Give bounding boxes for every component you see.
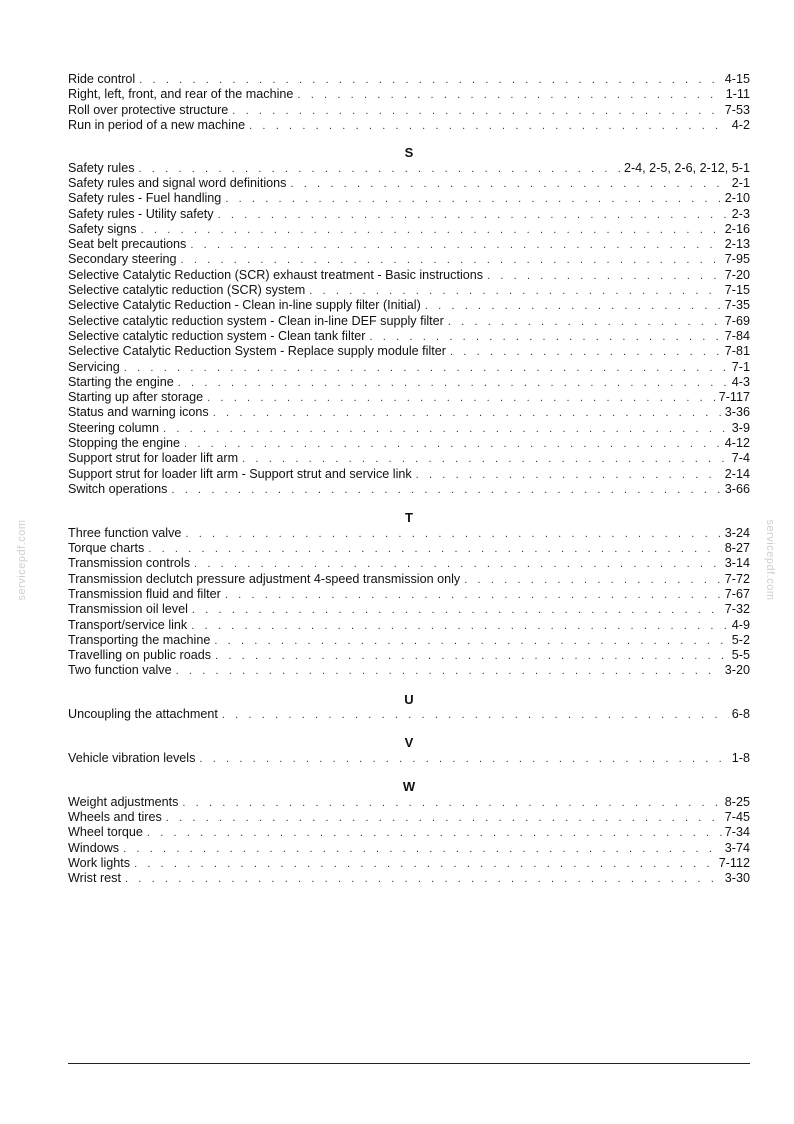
index-entry-label: Selective catalytic reduction system - Clean in-line DEF supply filter xyxy=(68,313,444,328)
index-entry-label: Stopping the engine xyxy=(68,436,181,451)
dot-leader xyxy=(191,619,729,634)
index-entry[interactable] xyxy=(68,390,750,405)
dot-leader xyxy=(369,330,721,345)
index-entry[interactable] xyxy=(68,526,750,541)
section-gap xyxy=(68,722,750,735)
section-letter-heading: W xyxy=(402,779,416,795)
index-entry[interactable] xyxy=(68,856,750,871)
index-entry-label: Two function valve xyxy=(68,663,172,678)
index-entry[interactable] xyxy=(68,72,750,87)
dot-leader xyxy=(124,361,729,376)
index-entry-page-ref: 7-45 xyxy=(724,810,750,825)
dot-leader xyxy=(181,253,722,268)
dot-leader xyxy=(182,796,721,811)
index-entry-label: Wheel torque xyxy=(68,825,143,840)
index-entry-label: Servicing xyxy=(68,359,120,374)
index-entry-label: Vehicle vibration levels xyxy=(68,750,196,765)
dot-leader xyxy=(425,299,722,314)
index-entry-label: Transmission oil level xyxy=(68,602,188,617)
index-entry-page-ref: 7-81 xyxy=(724,344,750,359)
dot-leader xyxy=(134,857,716,872)
index-entry-page-ref: 1-8 xyxy=(731,750,750,765)
index-entry-page-ref: 7-112 xyxy=(718,855,750,870)
dot-leader xyxy=(207,391,716,406)
index-entry-label: Support strut for loader lift arm xyxy=(68,451,239,466)
index-entry[interactable] xyxy=(68,176,750,191)
dot-leader xyxy=(139,162,621,177)
section-gap xyxy=(68,766,750,779)
index-entry-label: Secondary steering xyxy=(68,252,177,267)
dot-leader xyxy=(464,573,722,588)
index-entry-page-ref: 7-95 xyxy=(724,252,750,267)
dot-leader xyxy=(309,284,722,299)
index-entry-label: Selective catalytic reduction (SCR) system xyxy=(68,283,306,298)
dot-leader xyxy=(214,634,728,649)
dot-leader xyxy=(192,603,722,618)
section-gap xyxy=(68,679,750,692)
dot-leader xyxy=(199,752,728,767)
index-entry-page-ref: 5-5 xyxy=(731,648,750,663)
dot-leader xyxy=(125,872,722,887)
index-entry[interactable] xyxy=(68,87,750,102)
index-entry[interactable] xyxy=(68,707,750,722)
index-entry-page-ref: 4-9 xyxy=(731,617,750,632)
index-entry[interactable] xyxy=(68,329,750,344)
dot-leader xyxy=(213,406,722,421)
dot-leader xyxy=(416,468,722,483)
dot-leader xyxy=(232,104,721,119)
index-entry-page-ref: 7-53 xyxy=(724,102,750,117)
index-entry[interactable] xyxy=(68,314,750,329)
index-entry-page-ref: 7-69 xyxy=(724,313,750,328)
dot-leader xyxy=(218,208,729,223)
index-entry-label: Work lights xyxy=(68,855,131,870)
index-entry-page-ref: 4-12 xyxy=(724,436,750,451)
index-entry-page-ref: 3-20 xyxy=(724,663,750,678)
index-entry[interactable] xyxy=(68,825,750,840)
index-entry[interactable] xyxy=(68,405,750,420)
index-section-r-continued xyxy=(68,72,750,133)
index-entry-page-ref: 7-67 xyxy=(724,586,750,601)
index-entry-label: Roll over protective structure xyxy=(68,102,229,117)
index-entry[interactable] xyxy=(68,841,750,856)
index-entry-page-ref: 7-20 xyxy=(724,267,750,282)
index-entry-label: Selective catalytic reduction system - Clean tank filter xyxy=(68,328,366,343)
index-entry-label: Torque charts xyxy=(68,541,145,556)
index-entry[interactable] xyxy=(68,103,750,118)
index-entry-label: Starting up after storage xyxy=(68,390,204,405)
index-entry-page-ref: 3-14 xyxy=(724,556,750,571)
index-entry-page-ref: 7-35 xyxy=(724,298,750,313)
index-entry-page-ref: 4-2 xyxy=(731,117,750,132)
index-entry[interactable] xyxy=(68,482,750,497)
index-entry[interactable] xyxy=(68,602,750,617)
dot-leader xyxy=(148,542,721,557)
index-entry-label: Transmission fluid and filter xyxy=(68,586,221,601)
index-entry[interactable] xyxy=(68,541,750,556)
section-gap xyxy=(68,497,750,510)
index-entry-page-ref: 8-25 xyxy=(724,794,750,809)
index-entry-page-ref: 1-11 xyxy=(725,87,750,102)
dot-leader xyxy=(171,483,721,498)
index-entry[interactable] xyxy=(68,810,750,825)
index-entry[interactable] xyxy=(68,648,750,663)
index-entry-label: Run in period of a new machine xyxy=(68,117,246,132)
index-entry[interactable] xyxy=(68,298,750,313)
dot-leader xyxy=(185,527,721,542)
index-entry[interactable] xyxy=(68,375,750,390)
index-entry-label: Travelling on public roads xyxy=(68,648,212,663)
index-entry-label: Windows xyxy=(68,840,120,855)
index-entry-page-ref: 3-36 xyxy=(724,405,750,420)
index-entry[interactable] xyxy=(68,252,750,267)
dot-leader xyxy=(225,192,721,207)
index-entry-page-ref: 4-15 xyxy=(724,72,750,86)
index-entry-label: Selective Catalytic Reduction System - Replace supply module filter xyxy=(68,344,446,359)
index-page xyxy=(68,72,750,887)
index-entry[interactable] xyxy=(68,344,750,359)
index-entry[interactable] xyxy=(68,283,750,298)
index-entry-label: Safety signs xyxy=(68,221,137,236)
index-entry-label: Safety rules - Utility safety xyxy=(68,206,214,221)
index-entry[interactable] xyxy=(68,222,750,237)
index-entry-label: Seat belt precautions xyxy=(68,237,187,252)
index-entry-page-ref: 7-32 xyxy=(724,602,750,617)
section-letter-heading: S xyxy=(404,145,414,161)
index-entry[interactable] xyxy=(68,268,750,283)
index-section-w xyxy=(68,766,750,886)
index-entry-label: Transmission controls xyxy=(68,556,191,571)
index-entry-page-ref: 3-24 xyxy=(724,525,750,540)
index-entry-label: Ride control xyxy=(68,72,136,86)
index-entry-page-ref: 6-8 xyxy=(731,707,750,722)
index-section-v xyxy=(68,722,750,766)
index-entry-label: Transport/service link xyxy=(68,617,188,632)
index-entry-label: Safety rules xyxy=(68,160,135,175)
index-entry-page-ref: 7-84 xyxy=(724,328,750,343)
index-entry-page-ref: 7-15 xyxy=(724,283,750,298)
index-entry[interactable] xyxy=(68,191,750,206)
footer-rule xyxy=(68,1063,750,1064)
index-entry-page-ref: 2-1 xyxy=(731,175,750,190)
index-entry-page-ref: 2-13 xyxy=(724,237,750,252)
index-entry[interactable] xyxy=(68,360,750,375)
dot-leader xyxy=(225,588,722,603)
index-entry-label: Three function valve xyxy=(68,525,182,540)
index-entry-page-ref: 7-4 xyxy=(731,451,750,466)
index-entry[interactable] xyxy=(68,572,750,587)
index-entry-label: Support strut for loader lift arm - Support strut and service link xyxy=(68,466,412,481)
section-gap xyxy=(68,133,750,145)
index-entry-page-ref: 7-72 xyxy=(724,571,750,586)
index-entry-page-ref: 2-4, 2-5, 2-6, 2-12, 5-1 xyxy=(623,160,750,175)
dot-leader xyxy=(178,376,729,391)
index-entry[interactable] xyxy=(68,618,750,633)
index-entry-label: Transporting the machine xyxy=(68,632,211,647)
index-entry-page-ref: 2-10 xyxy=(724,191,750,206)
dot-leader xyxy=(166,811,722,826)
dot-leader xyxy=(147,826,722,841)
index-entry[interactable] xyxy=(68,795,750,810)
index-entry-label: Selective Catalytic Reduction (SCR) exhaust treatment - Basic instructions xyxy=(68,267,484,282)
dot-leader xyxy=(249,119,729,134)
dot-leader xyxy=(176,664,722,679)
index-entry[interactable] xyxy=(68,633,750,648)
dot-leader xyxy=(487,269,722,284)
index-entry-label: Selective Catalytic Reduction - Clean in-line supply filter (Initial) xyxy=(68,298,421,313)
dot-leader xyxy=(139,73,722,88)
index-entry[interactable] xyxy=(68,663,750,678)
index-entry-label: Right, left, front, and rear of the machine xyxy=(68,87,294,102)
index-entry-page-ref: 3-30 xyxy=(724,871,750,886)
index-entry[interactable] xyxy=(68,871,750,886)
index-entry-label: Uncoupling the attachment xyxy=(68,707,218,722)
index-entry-label: Wheels and tires xyxy=(68,810,162,825)
index-entry[interactable] xyxy=(68,421,750,436)
dot-leader xyxy=(215,649,729,664)
index-entry[interactable] xyxy=(68,556,750,571)
index-entry[interactable] xyxy=(68,207,750,222)
index-entry-page-ref: 8-27 xyxy=(724,541,750,556)
index-entry[interactable] xyxy=(68,751,750,766)
index-entry[interactable] xyxy=(68,237,750,252)
section-letter-heading: T xyxy=(405,510,413,526)
dot-leader xyxy=(450,345,722,360)
index-entry[interactable] xyxy=(68,587,750,602)
index-entry-page-ref: 7-117 xyxy=(718,390,750,405)
index-entry[interactable] xyxy=(68,161,750,176)
section-letter-heading: U xyxy=(404,691,414,707)
watermark-right: servicepdf.com xyxy=(764,519,776,601)
index-entry-page-ref: 5-2 xyxy=(731,632,750,647)
index-entry[interactable] xyxy=(68,436,750,451)
index-section-s xyxy=(68,133,750,497)
index-entry-label: Wrist rest xyxy=(68,871,121,886)
index-entry-page-ref: 3-74 xyxy=(724,840,750,855)
index-entry-page-ref: 2-16 xyxy=(724,221,750,236)
index-entry-label: Switch operations xyxy=(68,481,168,496)
index-entry[interactable] xyxy=(68,451,750,466)
dot-leader xyxy=(190,238,721,253)
dot-leader xyxy=(297,88,722,103)
watermark-left: servicepdf.com xyxy=(16,519,28,601)
index-entry-label: Status and warning icons xyxy=(68,405,209,420)
index-entry-label: Safety rules - Fuel handling xyxy=(68,191,222,206)
index-entry-page-ref: 2-3 xyxy=(731,206,750,221)
section-letter-heading: V xyxy=(404,735,414,751)
index-entry[interactable] xyxy=(68,118,750,133)
index-entry-page-ref: 7-34 xyxy=(724,825,750,840)
index-entry-label: Safety rules and signal word definitions xyxy=(68,175,287,190)
dot-leader xyxy=(163,422,729,437)
index-entry-page-ref: 7-1 xyxy=(731,359,750,374)
index-entry-label: Steering column xyxy=(68,420,160,435)
index-entry[interactable] xyxy=(68,467,750,482)
index-entry-page-ref: 3-66 xyxy=(724,481,750,496)
index-entry-label: Transmission declutch pressure adjustment 4-speed transmission only xyxy=(68,571,461,586)
dot-leader xyxy=(194,557,722,572)
dot-leader xyxy=(242,452,729,467)
index-entry-page-ref: 2-14 xyxy=(724,466,750,481)
index-entry-page-ref: 4-3 xyxy=(731,374,750,389)
index-section-u xyxy=(68,679,750,723)
index-entry-label: Starting the engine xyxy=(68,374,174,389)
dot-leader xyxy=(123,842,722,857)
dot-leader xyxy=(448,315,722,330)
dot-leader xyxy=(222,708,729,723)
index-entry-label: Weight adjustments xyxy=(68,794,179,809)
index-section-t xyxy=(68,497,750,678)
dot-leader xyxy=(184,437,722,452)
dot-leader xyxy=(290,177,728,192)
index-entry-page-ref: 3-9 xyxy=(731,420,750,435)
dot-leader xyxy=(141,223,722,238)
